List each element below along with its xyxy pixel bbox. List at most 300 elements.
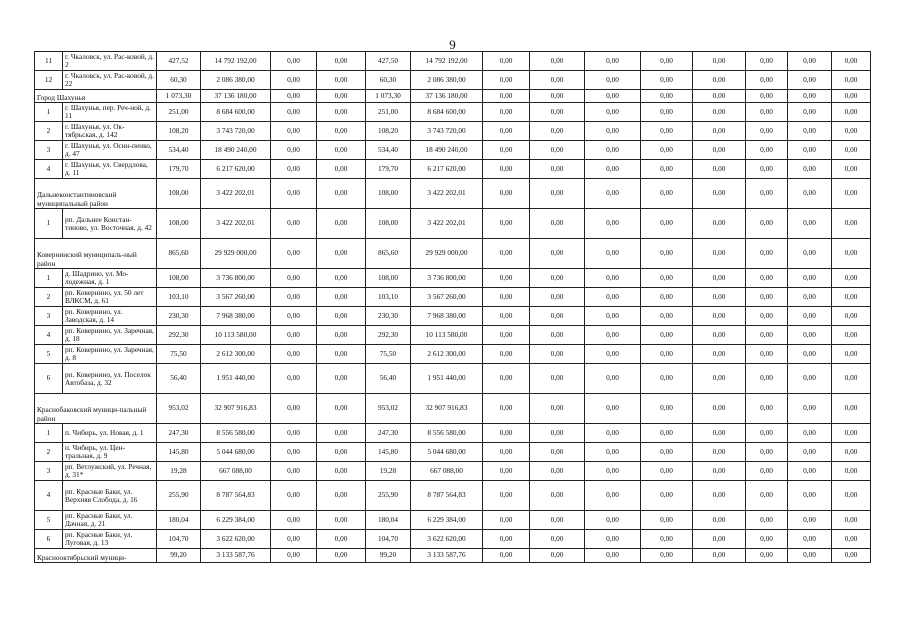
address-cell: рп. Ветлужский, ул. Речная, д. 31* bbox=[63, 462, 157, 481]
value-cell: 0,00 bbox=[585, 122, 641, 141]
value-cell: 5 044 680,00 bbox=[411, 443, 483, 462]
address-cell: рп. Ковернино, ул. Поселок Автобаза, д. 32 bbox=[63, 364, 157, 394]
value-cell: 0,00 bbox=[641, 239, 693, 269]
value-cell: 0,00 bbox=[271, 209, 317, 239]
value-cell: 1 951 440,00 bbox=[411, 364, 483, 394]
value-cell: 0,00 bbox=[746, 179, 788, 209]
value-cell: 0,00 bbox=[746, 269, 788, 288]
value-cell: 0,00 bbox=[585, 530, 641, 549]
value-cell: 0,00 bbox=[746, 326, 788, 345]
value-cell: 0,00 bbox=[530, 209, 585, 239]
value-cell: 0,00 bbox=[483, 103, 530, 122]
value-cell: 0,00 bbox=[641, 443, 693, 462]
value-cell: 0,00 bbox=[530, 364, 585, 394]
table-body bbox=[35, 52, 871, 563]
value-cell: 0,00 bbox=[788, 52, 832, 71]
page-number: 9 bbox=[449, 37, 456, 52]
value-cell: 0,00 bbox=[483, 239, 530, 269]
value-cell: 0,00 bbox=[483, 90, 530, 103]
value-cell: 292,30 bbox=[366, 326, 411, 345]
table-row bbox=[35, 424, 871, 443]
table-row bbox=[35, 160, 871, 179]
table-row bbox=[35, 103, 871, 122]
value-cell: 0,00 bbox=[641, 209, 693, 239]
value-cell: 14 792 192,00 bbox=[411, 52, 483, 71]
value-cell: 0,00 bbox=[693, 160, 746, 179]
value-cell: 0,00 bbox=[788, 549, 832, 563]
value-cell: 0,00 bbox=[693, 345, 746, 364]
value-cell: 108,00 bbox=[157, 269, 201, 288]
value-cell: 0,00 bbox=[693, 481, 746, 511]
value-cell: 103,10 bbox=[157, 288, 201, 307]
value-cell: 3 567 260,00 bbox=[201, 288, 271, 307]
table-row bbox=[35, 307, 871, 326]
row-number: 4 bbox=[35, 481, 63, 511]
value-cell: 0,00 bbox=[271, 103, 317, 122]
value-cell: 0,00 bbox=[746, 288, 788, 307]
value-cell: 0,00 bbox=[832, 511, 871, 530]
value-cell: 0,00 bbox=[832, 326, 871, 345]
value-cell: 0,00 bbox=[483, 141, 530, 160]
value-cell: 75,50 bbox=[366, 345, 411, 364]
value-cell: 0,00 bbox=[746, 141, 788, 160]
value-cell: 0,00 bbox=[271, 549, 317, 563]
value-cell: 3 622 620,00 bbox=[411, 530, 483, 549]
value-cell: 0,00 bbox=[530, 179, 585, 209]
value-cell: 0,00 bbox=[317, 549, 366, 563]
row-number: 2 bbox=[35, 122, 63, 141]
value-cell: 0,00 bbox=[746, 481, 788, 511]
value-cell: 0,00 bbox=[788, 307, 832, 326]
value-cell: 0,00 bbox=[641, 481, 693, 511]
value-cell: 0,00 bbox=[317, 269, 366, 288]
value-cell: 0,00 bbox=[530, 326, 585, 345]
value-cell: 8 684 600,00 bbox=[411, 103, 483, 122]
value-cell: 0,00 bbox=[317, 90, 366, 103]
value-cell: 0,00 bbox=[585, 52, 641, 71]
value-cell: 0,00 bbox=[746, 122, 788, 141]
value-cell: 7 968 380,00 bbox=[411, 307, 483, 326]
value-cell: 0,00 bbox=[271, 345, 317, 364]
value-cell: 108,00 bbox=[157, 209, 201, 239]
value-cell: 6 229 384,00 bbox=[411, 511, 483, 530]
value-cell: 108,00 bbox=[157, 179, 201, 209]
value-cell: 0,00 bbox=[832, 269, 871, 288]
group-name: Дальнеконстантиновский муниципальный район bbox=[35, 179, 157, 209]
value-cell: 60,30 bbox=[366, 71, 411, 90]
value-cell: 3 422 202,01 bbox=[201, 179, 271, 209]
value-cell: 3 422 202,01 bbox=[411, 179, 483, 209]
row-number: 3 bbox=[35, 141, 63, 160]
value-cell: 0,00 bbox=[788, 288, 832, 307]
value-cell: 0,00 bbox=[271, 462, 317, 481]
value-cell: 0,00 bbox=[483, 424, 530, 443]
value-cell: 180,04 bbox=[157, 511, 201, 530]
value-cell: 3 736 800,00 bbox=[201, 269, 271, 288]
value-cell: 2 612 300,00 bbox=[411, 345, 483, 364]
address-cell: рп. Ковернино, ул. Заречная, д. 8 bbox=[63, 345, 157, 364]
value-cell: 0,00 bbox=[693, 511, 746, 530]
value-cell: 104,70 bbox=[366, 530, 411, 549]
value-cell: 0,00 bbox=[530, 394, 585, 424]
group-row bbox=[35, 239, 871, 269]
value-cell: 0,00 bbox=[832, 71, 871, 90]
value-cell: 8 787 564,83 bbox=[411, 481, 483, 511]
address-cell: г. Чкаловск, ул. Рас-ковой, д. 2 bbox=[63, 52, 157, 71]
value-cell: 0,00 bbox=[530, 103, 585, 122]
row-number: 4 bbox=[35, 160, 63, 179]
value-cell: 0,00 bbox=[585, 141, 641, 160]
value-cell: 0,00 bbox=[271, 122, 317, 141]
table-row bbox=[35, 52, 871, 71]
value-cell: 3 422 202,01 bbox=[411, 209, 483, 239]
value-cell: 0,00 bbox=[641, 288, 693, 307]
value-cell: 0,00 bbox=[271, 364, 317, 394]
value-cell: 0,00 bbox=[832, 288, 871, 307]
value-cell: 292,30 bbox=[157, 326, 201, 345]
value-cell: 0,00 bbox=[746, 52, 788, 71]
value-cell: 0,00 bbox=[271, 239, 317, 269]
table-row bbox=[35, 122, 871, 141]
value-cell: 2 086 380,00 bbox=[201, 71, 271, 90]
value-cell: 0,00 bbox=[585, 481, 641, 511]
value-cell: 0,00 bbox=[788, 326, 832, 345]
value-cell: 0,00 bbox=[271, 179, 317, 209]
value-cell: 0,00 bbox=[271, 141, 317, 160]
value-cell: 0,00 bbox=[530, 141, 585, 160]
value-cell: 0,00 bbox=[641, 122, 693, 141]
value-cell: 108,00 bbox=[366, 179, 411, 209]
value-cell: 251,00 bbox=[157, 103, 201, 122]
value-cell: 56,40 bbox=[366, 364, 411, 394]
value-cell: 0,00 bbox=[788, 269, 832, 288]
value-cell: 0,00 bbox=[641, 52, 693, 71]
value-cell: 0,00 bbox=[585, 549, 641, 563]
value-cell: 0,00 bbox=[832, 239, 871, 269]
value-cell: 0,00 bbox=[530, 52, 585, 71]
value-cell: 0,00 bbox=[788, 364, 832, 394]
value-cell: 3 567 260,00 bbox=[411, 288, 483, 307]
value-cell: 0,00 bbox=[788, 481, 832, 511]
value-cell: 0,00 bbox=[832, 345, 871, 364]
value-cell: 0,00 bbox=[483, 288, 530, 307]
row-number: 6 bbox=[35, 364, 63, 394]
value-cell: 0,00 bbox=[641, 364, 693, 394]
value-cell: 0,00 bbox=[693, 530, 746, 549]
value-cell: 230,30 bbox=[157, 307, 201, 326]
value-cell: 0,00 bbox=[530, 269, 585, 288]
value-cell: 0,00 bbox=[788, 462, 832, 481]
value-cell: 0,00 bbox=[693, 394, 746, 424]
value-cell: 0,00 bbox=[530, 443, 585, 462]
group-name: Город Шахунья bbox=[35, 90, 157, 103]
value-cell: 0,00 bbox=[530, 530, 585, 549]
value-cell: 0,00 bbox=[693, 141, 746, 160]
value-cell: 179,70 bbox=[157, 160, 201, 179]
value-cell: 0,00 bbox=[832, 209, 871, 239]
value-cell: 0,00 bbox=[746, 364, 788, 394]
value-cell: 0,00 bbox=[832, 52, 871, 71]
value-cell: 0,00 bbox=[271, 424, 317, 443]
value-cell: 0,00 bbox=[585, 364, 641, 394]
value-cell: 0,00 bbox=[693, 307, 746, 326]
value-cell: 6 217 620,00 bbox=[201, 160, 271, 179]
value-cell: 0,00 bbox=[271, 511, 317, 530]
value-cell: 32 907 916,83 bbox=[411, 394, 483, 424]
value-cell: 0,00 bbox=[271, 269, 317, 288]
value-cell: 0,00 bbox=[271, 326, 317, 345]
value-cell: 0,00 bbox=[693, 239, 746, 269]
value-cell: 108,20 bbox=[366, 122, 411, 141]
address-cell: г. Шахунья, ул. Свердлова, д. 11 bbox=[63, 160, 157, 179]
table-row bbox=[35, 345, 871, 364]
address-cell: рп. Красные Баки, ул. Верхняя Слобода, д. 16 bbox=[63, 481, 157, 511]
value-cell: 0,00 bbox=[317, 179, 366, 209]
value-cell: 0,00 bbox=[530, 307, 585, 326]
value-cell: 0,00 bbox=[483, 160, 530, 179]
value-cell: 0,00 bbox=[317, 209, 366, 239]
value-cell: 0,00 bbox=[693, 269, 746, 288]
value-cell: 0,00 bbox=[530, 160, 585, 179]
value-cell: 18 490 240,00 bbox=[411, 141, 483, 160]
value-cell: 953,02 bbox=[366, 394, 411, 424]
value-cell: 0,00 bbox=[746, 345, 788, 364]
value-cell: 0,00 bbox=[641, 307, 693, 326]
value-cell: 0,00 bbox=[788, 443, 832, 462]
value-cell: 0,00 bbox=[271, 394, 317, 424]
value-cell: 0,00 bbox=[585, 239, 641, 269]
value-cell: 0,00 bbox=[746, 424, 788, 443]
value-cell: 0,00 bbox=[693, 122, 746, 141]
value-cell: 0,00 bbox=[530, 239, 585, 269]
value-cell: 0,00 bbox=[693, 326, 746, 345]
value-cell: 108,20 bbox=[157, 122, 201, 141]
value-cell: 667 088,00 bbox=[201, 462, 271, 481]
value-cell: 0,00 bbox=[832, 462, 871, 481]
table-row bbox=[35, 511, 871, 530]
value-cell: 0,00 bbox=[317, 364, 366, 394]
value-cell: 0,00 bbox=[483, 345, 530, 364]
housing-program-table bbox=[34, 51, 871, 563]
value-cell: 0,00 bbox=[585, 288, 641, 307]
value-cell: 0,00 bbox=[317, 71, 366, 90]
value-cell: 0,00 bbox=[693, 209, 746, 239]
value-cell: 0,00 bbox=[693, 443, 746, 462]
value-cell: 3 133 587,76 bbox=[411, 549, 483, 563]
value-cell: 0,00 bbox=[788, 394, 832, 424]
table-row bbox=[35, 141, 871, 160]
value-cell: 0,00 bbox=[788, 160, 832, 179]
value-cell: 0,00 bbox=[483, 511, 530, 530]
value-cell: 0,00 bbox=[271, 481, 317, 511]
address-cell: д. Шадрино, ул. Мо-лодежная, д. 1 bbox=[63, 269, 157, 288]
value-cell: 0,00 bbox=[530, 71, 585, 90]
value-cell: 0,00 bbox=[585, 462, 641, 481]
value-cell: 0,00 bbox=[317, 52, 366, 71]
value-cell: 0,00 bbox=[483, 443, 530, 462]
value-cell: 0,00 bbox=[832, 394, 871, 424]
value-cell: 0,00 bbox=[317, 307, 366, 326]
value-cell: 0,00 bbox=[641, 549, 693, 563]
value-cell: 534,40 bbox=[366, 141, 411, 160]
value-cell: 0,00 bbox=[832, 549, 871, 563]
value-cell: 0,00 bbox=[832, 307, 871, 326]
value-cell: 0,00 bbox=[483, 307, 530, 326]
value-cell: 0,00 bbox=[317, 122, 366, 141]
value-cell: 0,00 bbox=[317, 326, 366, 345]
value-cell: 0,00 bbox=[641, 326, 693, 345]
value-cell: 8 556 580,00 bbox=[411, 424, 483, 443]
value-cell: 0,00 bbox=[832, 122, 871, 141]
value-cell: 0,00 bbox=[832, 443, 871, 462]
value-cell: 0,00 bbox=[483, 530, 530, 549]
row-number: 6 bbox=[35, 530, 63, 549]
value-cell: 0,00 bbox=[641, 269, 693, 288]
value-cell: 0,00 bbox=[832, 364, 871, 394]
value-cell: 0,00 bbox=[483, 549, 530, 563]
value-cell: 0,00 bbox=[788, 345, 832, 364]
value-cell: 0,00 bbox=[530, 462, 585, 481]
value-cell: 29 929 000,00 bbox=[201, 239, 271, 269]
value-cell: 0,00 bbox=[746, 239, 788, 269]
value-cell: 0,00 bbox=[693, 288, 746, 307]
value-cell: 0,00 bbox=[483, 269, 530, 288]
value-cell: 0,00 bbox=[641, 90, 693, 103]
value-cell: 8 787 564,83 bbox=[201, 481, 271, 511]
value-cell: 0,00 bbox=[483, 179, 530, 209]
value-cell: 0,00 bbox=[271, 307, 317, 326]
table-row bbox=[35, 530, 871, 549]
value-cell: 0,00 bbox=[693, 103, 746, 122]
value-cell: 0,00 bbox=[788, 424, 832, 443]
value-cell: 0,00 bbox=[483, 481, 530, 511]
value-cell: 0,00 bbox=[788, 103, 832, 122]
value-cell: 2 086 380,00 bbox=[411, 71, 483, 90]
value-cell: 0,00 bbox=[585, 345, 641, 364]
value-cell: 145,80 bbox=[157, 443, 201, 462]
table-row bbox=[35, 443, 871, 462]
table-row bbox=[35, 71, 871, 90]
table-row bbox=[35, 269, 871, 288]
value-cell: 0,00 bbox=[271, 52, 317, 71]
value-cell: 0,00 bbox=[585, 326, 641, 345]
value-cell: 0,00 bbox=[641, 424, 693, 443]
value-cell: 0,00 bbox=[641, 511, 693, 530]
value-cell: 0,00 bbox=[693, 462, 746, 481]
value-cell: 247,30 bbox=[366, 424, 411, 443]
value-cell: 534,40 bbox=[157, 141, 201, 160]
table-row bbox=[35, 462, 871, 481]
group-row bbox=[35, 90, 871, 103]
value-cell: 0,00 bbox=[585, 269, 641, 288]
value-cell: 251,00 bbox=[366, 103, 411, 122]
value-cell: 0,00 bbox=[317, 424, 366, 443]
value-cell: 0,00 bbox=[693, 549, 746, 563]
value-cell: 0,00 bbox=[317, 394, 366, 424]
value-cell: 0,00 bbox=[483, 364, 530, 394]
value-cell: 0,00 bbox=[530, 90, 585, 103]
value-cell: 1 951 440,00 bbox=[201, 364, 271, 394]
row-number: 5 bbox=[35, 511, 63, 530]
address-cell: рп. Ковернино, ул. Заречная, д. 18 bbox=[63, 326, 157, 345]
group-name: Краснобаковский муници-пальный район bbox=[35, 394, 157, 424]
row-number: 3 bbox=[35, 462, 63, 481]
value-cell: 667 088,00 bbox=[411, 462, 483, 481]
address-cell: рп. Ковернино, ул. 50 лет ВЛКСМ, д. 61 bbox=[63, 288, 157, 307]
row-number: 3 bbox=[35, 307, 63, 326]
value-cell: 0,00 bbox=[832, 179, 871, 209]
value-cell: 99,20 bbox=[157, 549, 201, 563]
value-cell: 180,04 bbox=[366, 511, 411, 530]
value-cell: 0,00 bbox=[693, 179, 746, 209]
value-cell: 0,00 bbox=[641, 103, 693, 122]
value-cell: 0,00 bbox=[530, 549, 585, 563]
value-cell: 0,00 bbox=[746, 462, 788, 481]
value-cell: 37 136 180,00 bbox=[201, 90, 271, 103]
value-cell: 0,00 bbox=[641, 179, 693, 209]
value-cell: 0,00 bbox=[832, 141, 871, 160]
value-cell: 0,00 bbox=[530, 511, 585, 530]
group-name: Краснооктябрьский муници- bbox=[35, 549, 157, 563]
value-cell: 0,00 bbox=[641, 394, 693, 424]
value-cell: 865,60 bbox=[366, 239, 411, 269]
value-cell: 0,00 bbox=[317, 160, 366, 179]
value-cell: 865,60 bbox=[157, 239, 201, 269]
value-cell: 0,00 bbox=[746, 71, 788, 90]
value-cell: 0,00 bbox=[746, 103, 788, 122]
value-cell: 0,00 bbox=[317, 530, 366, 549]
value-cell: 2 612 300,00 bbox=[201, 345, 271, 364]
value-cell: 19,28 bbox=[366, 462, 411, 481]
value-cell: 37 136 180,00 bbox=[411, 90, 483, 103]
value-cell: 0,00 bbox=[746, 307, 788, 326]
value-cell: 3 133 587,76 bbox=[201, 549, 271, 563]
row-number: 11 bbox=[35, 52, 63, 71]
value-cell: 0,00 bbox=[317, 511, 366, 530]
value-cell: 1 073,30 bbox=[366, 90, 411, 103]
value-cell: 0,00 bbox=[832, 424, 871, 443]
value-cell: 0,00 bbox=[641, 160, 693, 179]
value-cell: 0,00 bbox=[788, 141, 832, 160]
value-cell: 0,00 bbox=[271, 530, 317, 549]
row-number: 1 bbox=[35, 103, 63, 122]
value-cell: 0,00 bbox=[585, 443, 641, 462]
value-cell: 1 073,30 bbox=[157, 90, 201, 103]
value-cell: 0,00 bbox=[271, 71, 317, 90]
value-cell: 0,00 bbox=[530, 345, 585, 364]
value-cell: 10 113 580,00 bbox=[201, 326, 271, 345]
address-cell: г. Чкаловск, ул. Рас-ковой, д. 22 bbox=[63, 71, 157, 90]
value-cell: 0,00 bbox=[317, 141, 366, 160]
value-cell: 0,00 bbox=[585, 394, 641, 424]
row-number: 4 bbox=[35, 326, 63, 345]
value-cell: 108,00 bbox=[366, 209, 411, 239]
row-number: 1 bbox=[35, 209, 63, 239]
value-cell: 0,00 bbox=[641, 530, 693, 549]
value-cell: 0,00 bbox=[585, 307, 641, 326]
value-cell: 0,00 bbox=[317, 443, 366, 462]
value-cell: 0,00 bbox=[746, 209, 788, 239]
value-cell: 0,00 bbox=[832, 103, 871, 122]
value-cell: 0,00 bbox=[832, 160, 871, 179]
value-cell: 14 792 192,00 bbox=[201, 52, 271, 71]
value-cell: 0,00 bbox=[585, 160, 641, 179]
value-cell: 0,00 bbox=[317, 103, 366, 122]
value-cell: 0,00 bbox=[746, 549, 788, 563]
value-cell: 0,00 bbox=[832, 530, 871, 549]
value-cell: 0,00 bbox=[585, 103, 641, 122]
value-cell: 0,00 bbox=[746, 394, 788, 424]
